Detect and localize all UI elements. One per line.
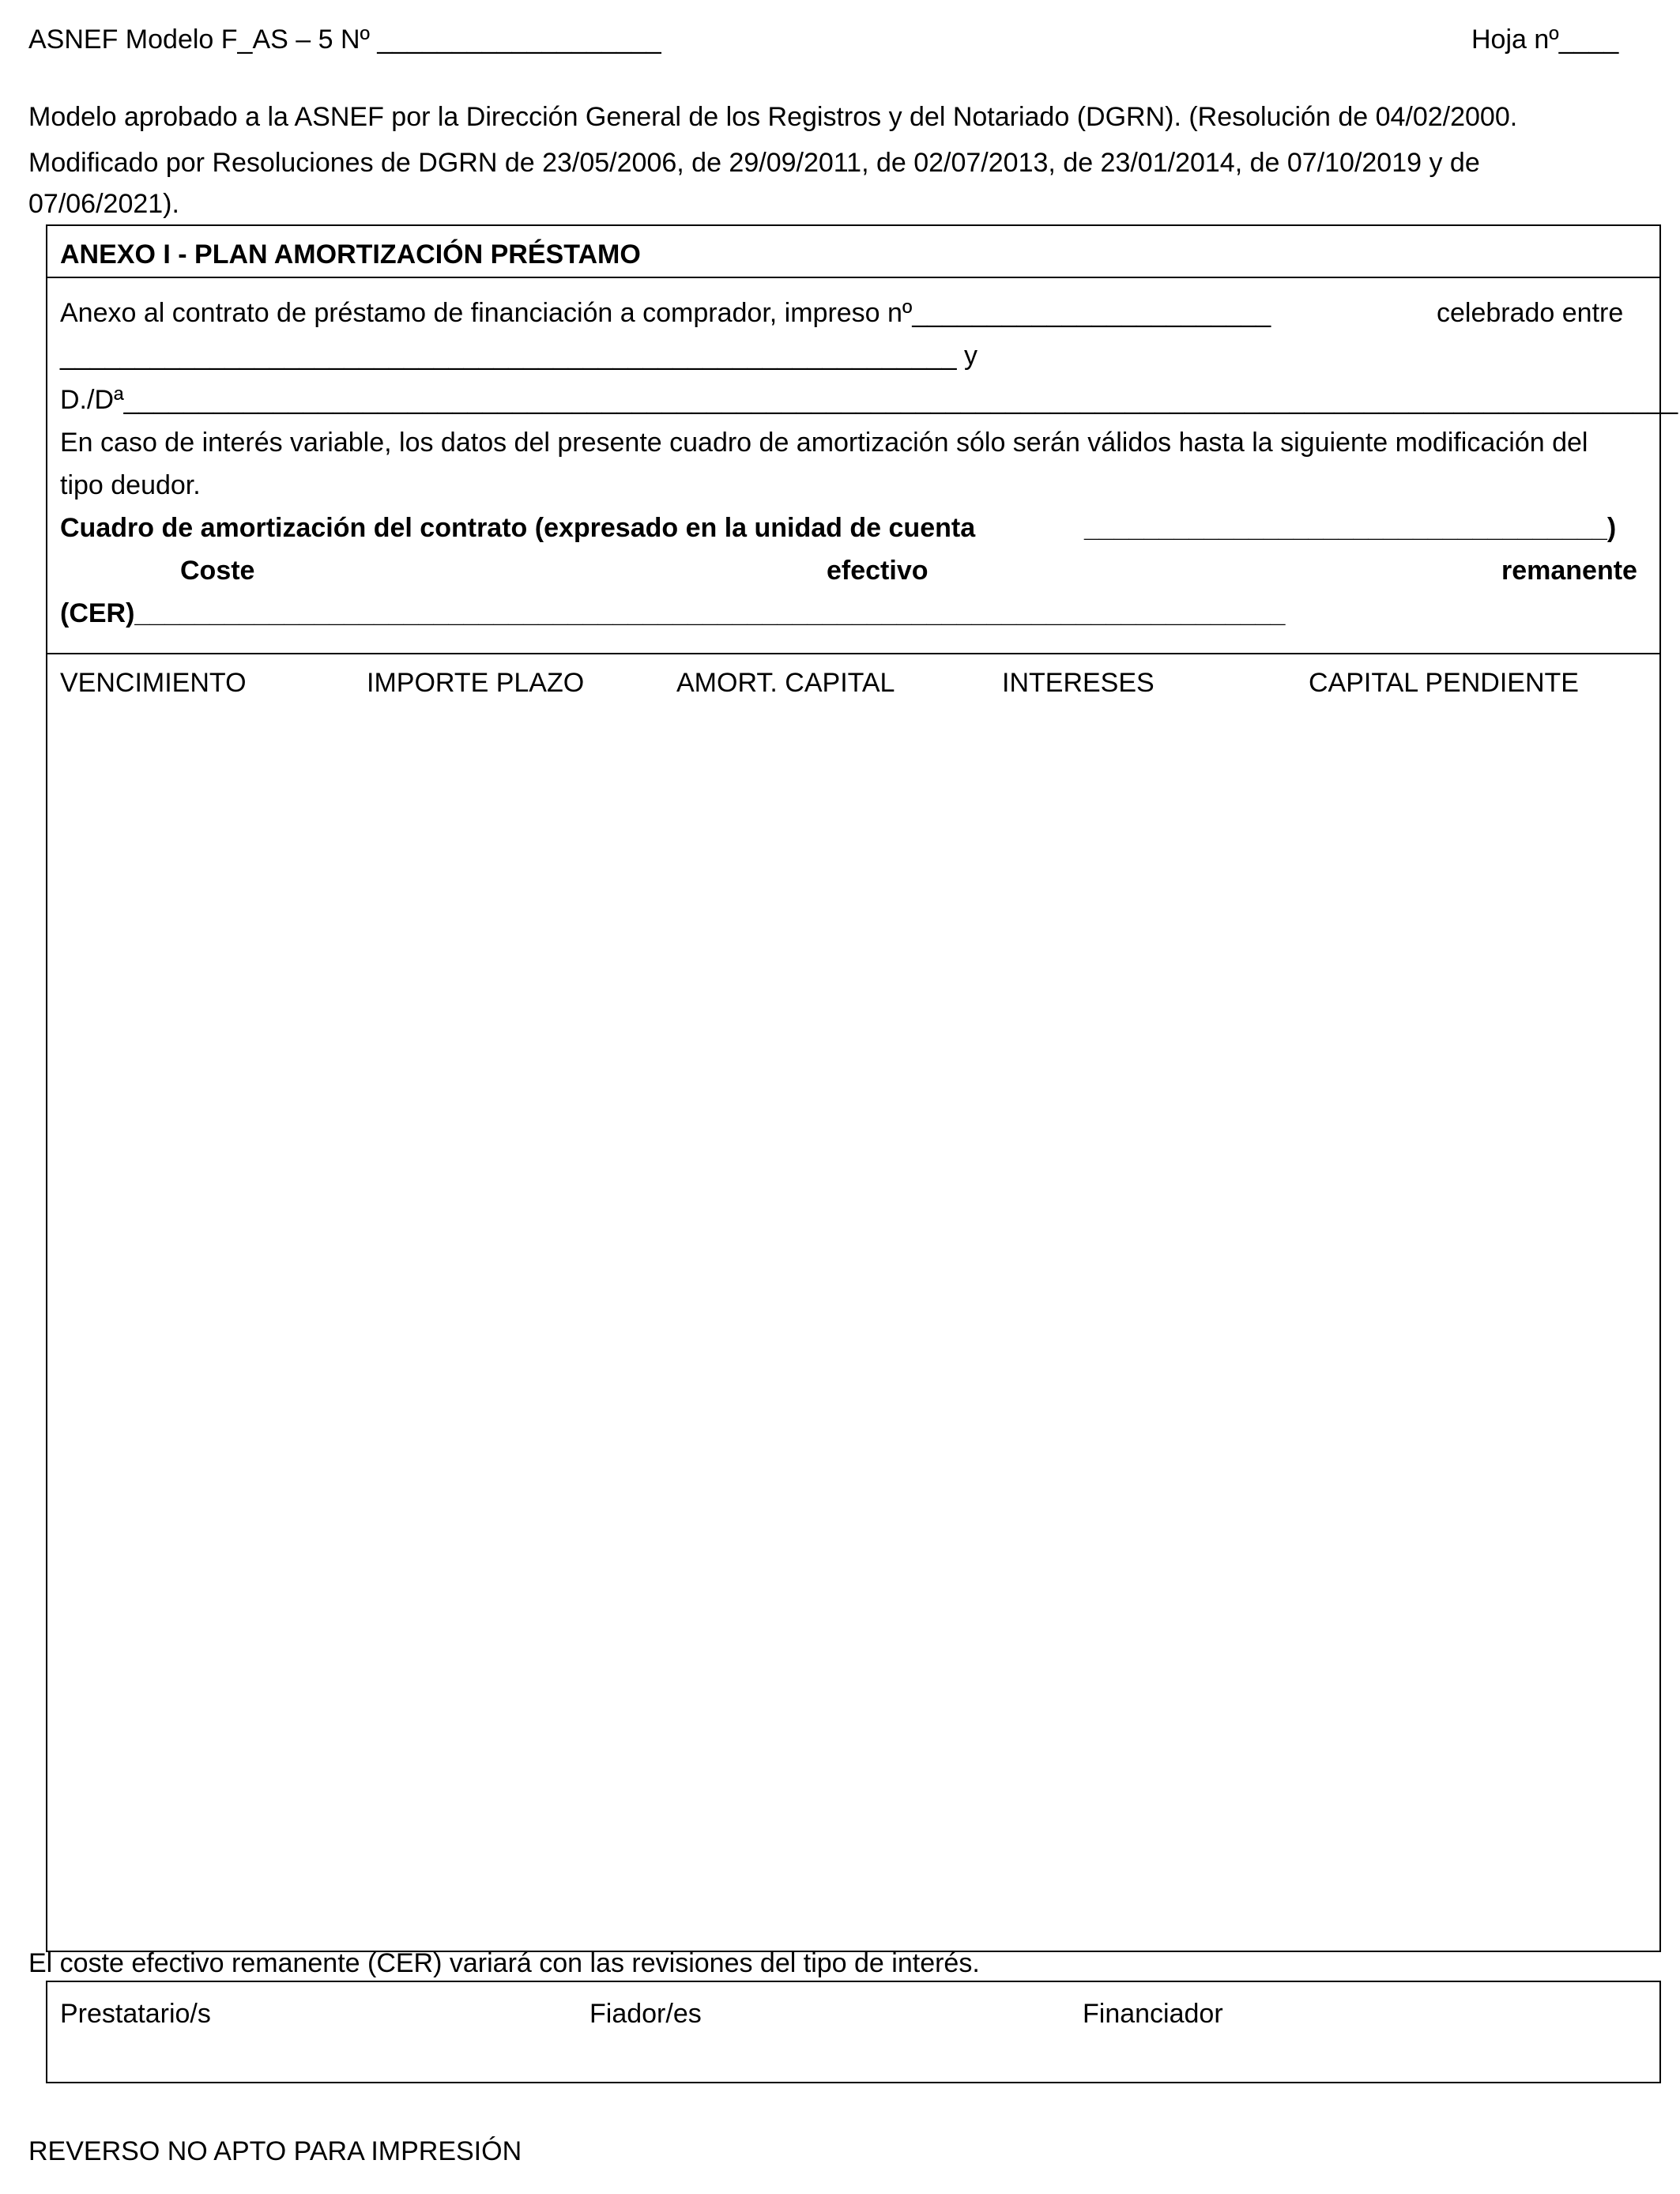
footer-note: REVERSO NO APTO PARA IMPRESIÓN xyxy=(28,2136,522,2166)
column-header-capital-pendiente: CAPITAL PENDIENTE xyxy=(1309,668,1579,698)
cer-label-word-1: Coste xyxy=(180,556,255,586)
cer-label-word-3: remanente xyxy=(1501,556,1637,586)
table-title-unit-line: ___________________________________) xyxy=(1084,513,1617,543)
annex-title-divider xyxy=(46,277,1661,278)
variable-rate-line-2: tipo deudor. xyxy=(60,470,201,500)
signatures-box xyxy=(46,1981,1661,2083)
cer-label-word-2: efectivo xyxy=(827,556,929,586)
approval-line-1: Modelo aprobado a la ASNEF por la Dirección General de los Registros y del Notariado (DGRN). (Resolución de 04/02/2000. xyxy=(28,102,1518,132)
column-header-intereses: INTERESES xyxy=(1002,668,1155,698)
contract-line-2: ____________________________________________________________ y xyxy=(60,341,977,371)
signature-lender: Financiador xyxy=(1083,1999,1223,2029)
variable-rate-line-1: En caso de interés variable, los datos del presente cuadro de amortización sólo serán válidos hasta la siguiente modificación del xyxy=(60,428,1588,458)
contract-line-1: Anexo al contrato de préstamo de financiación a comprador, impreso nº________________________ xyxy=(60,298,1271,328)
signature-borrower: Prestatario/s xyxy=(60,1999,211,2029)
column-header-vencimiento: VENCIMIENTO xyxy=(60,668,247,698)
annex-table-divider xyxy=(46,653,1661,654)
model-number-line: ASNEF Modelo F_AS – 5 Nº ___________________ xyxy=(28,25,661,55)
cer-note: El coste efectivo remanente (CER) variará con las revisiones del tipo de interés. xyxy=(28,1948,980,1978)
sheet-number-line: Hoja nº____ xyxy=(1471,25,1619,55)
column-header-importe-plazo: IMPORTE PLAZO xyxy=(367,668,585,698)
signature-guarantor: Fiador/es xyxy=(590,1999,702,2029)
table-title: Cuadro de amortización del contrato (expresado en la unidad de cuenta xyxy=(60,513,976,543)
annex-title: ANEXO I - PLAN AMORTIZACIÓN PRÉSTAMO xyxy=(60,239,641,270)
contract-line-3: D./Dª________________________________________________________________________________________________________ xyxy=(60,385,1678,415)
annex-box xyxy=(46,224,1661,1952)
approval-line-3: 07/06/2021). xyxy=(28,189,179,219)
column-header-amort-capital: AMORT. CAPITAL xyxy=(676,668,895,698)
contract-line-1-end: celebrado entre xyxy=(1437,298,1624,328)
approval-line-2: Modificado por Resoluciones de DGRN de 23/05/2006, de 29/09/2011, de 02/07/2013, de 23/01/2014, de 07/10/2019 y de xyxy=(28,148,1480,178)
cer-line: (CER)_____________________________________________________________________________ xyxy=(60,598,1286,628)
